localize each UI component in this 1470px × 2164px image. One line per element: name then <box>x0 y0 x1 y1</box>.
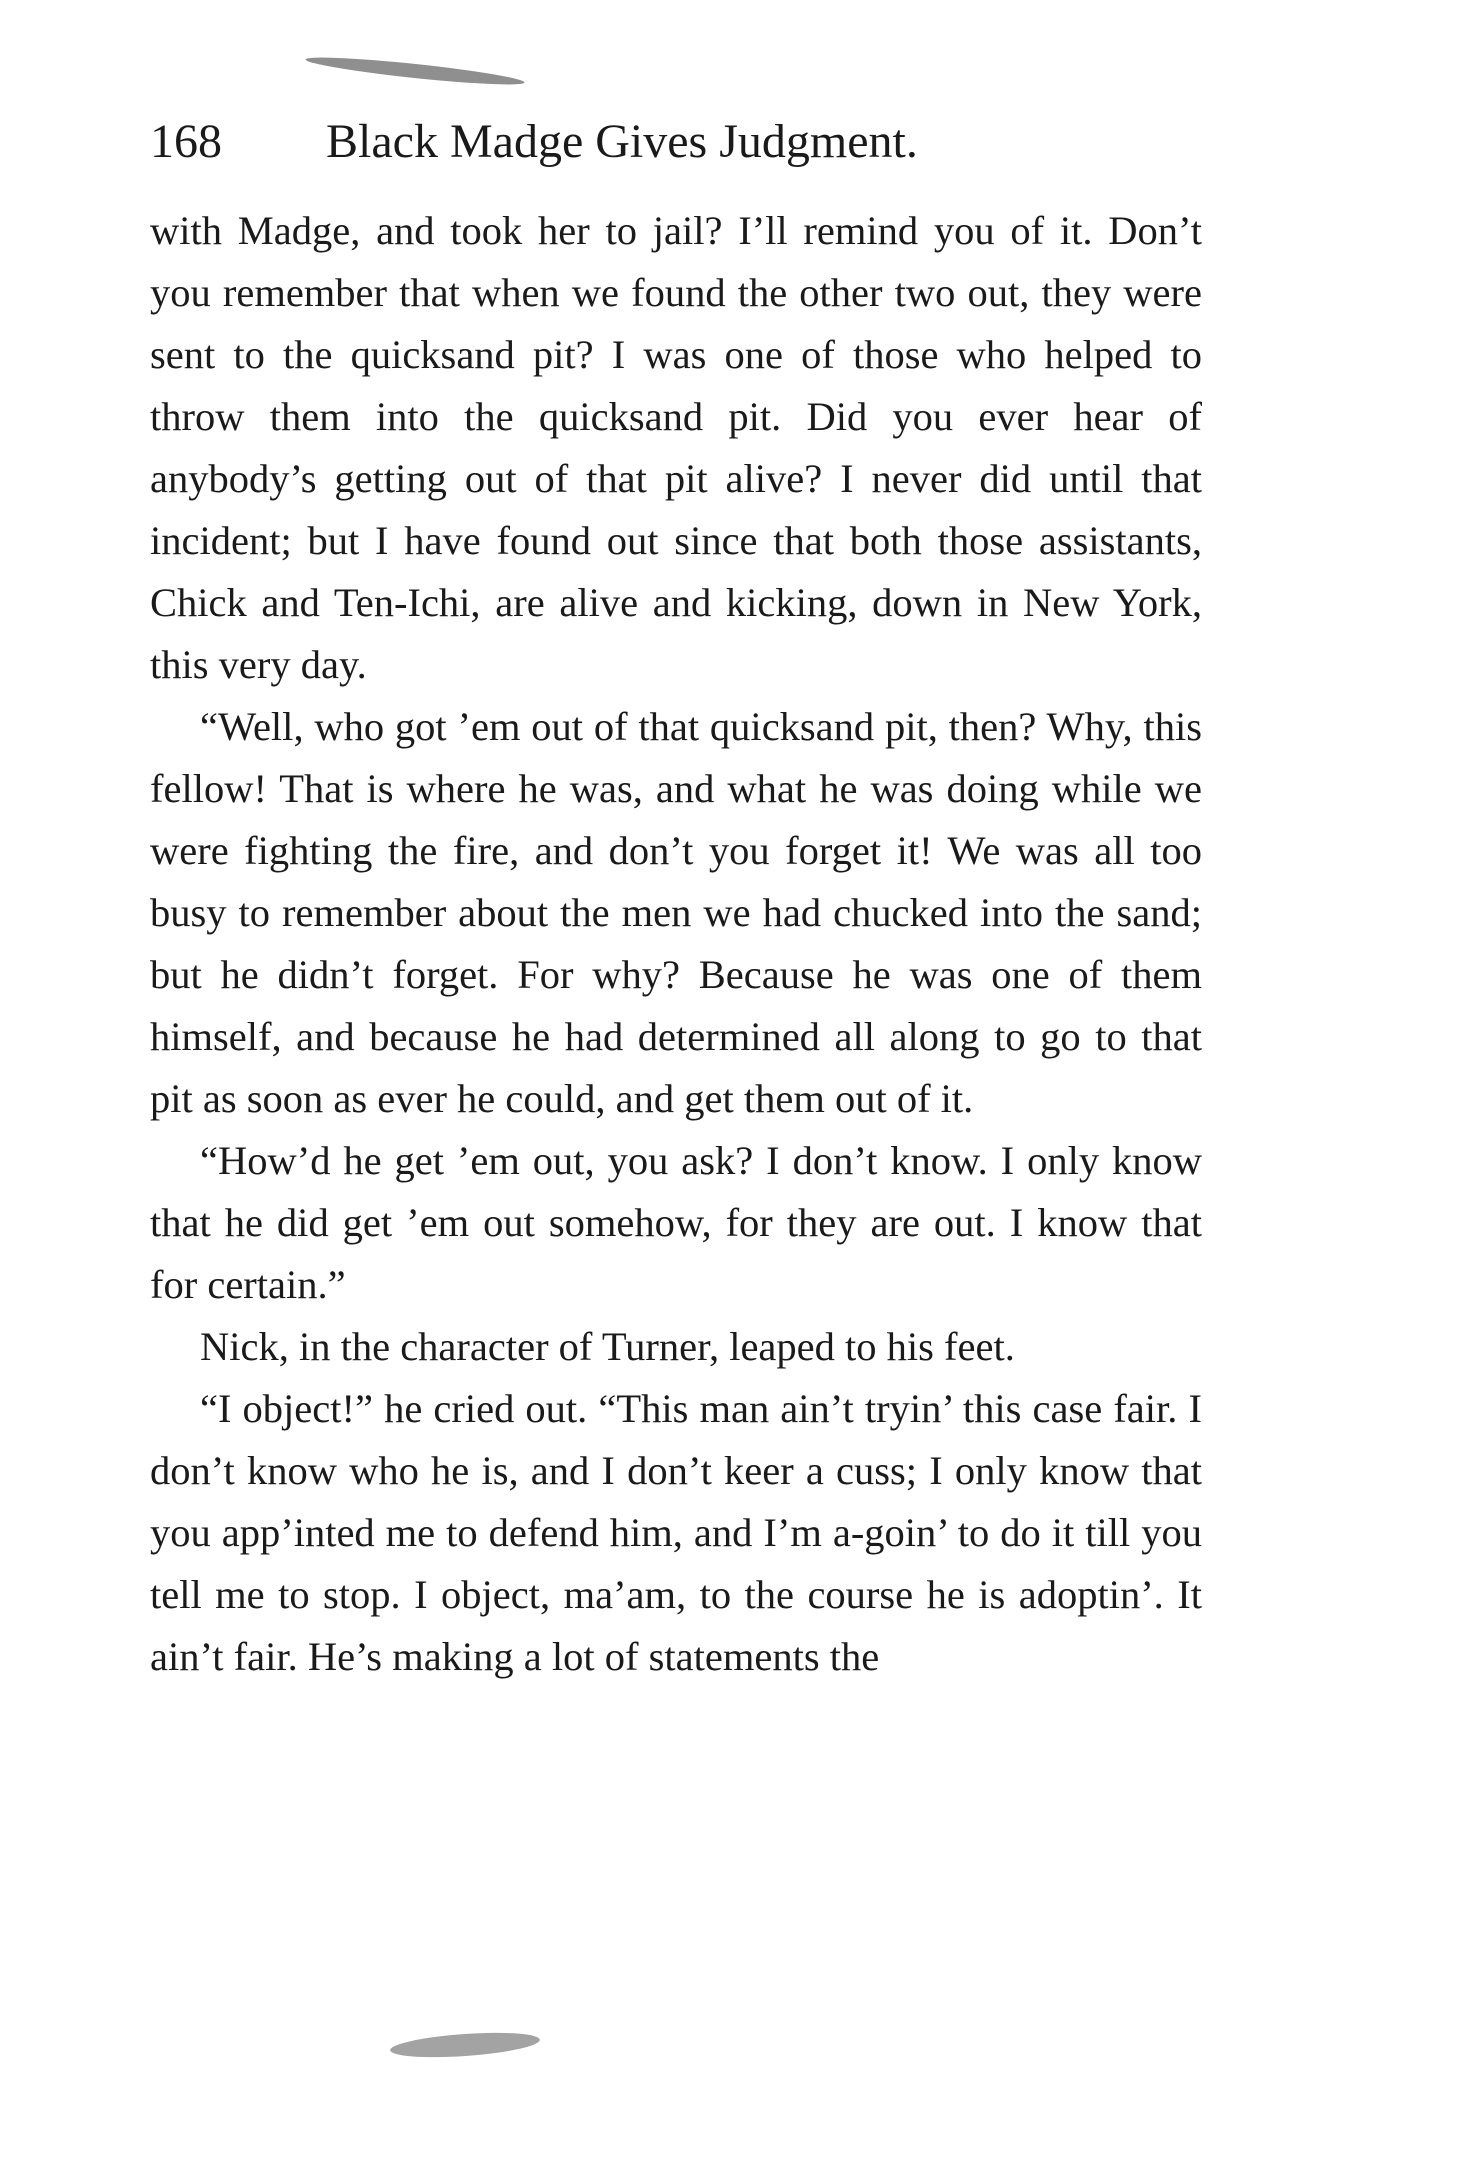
page-body <box>150 200 1202 1688</box>
running-header <box>150 112 1250 172</box>
paragraph-continued: with Madge, and took her to jail? I’ll remind you of it. Don’t you remember that when we found the other two out, they were sent to the quicksand pit? I was one of those who helped to throw them into the quicksand pit. Did you ever hear of anybody’s getting out of that pit alive? I never did until that incident; but I have found out since that both those assistants, Chick and Ten-Ichi, are alive and kicking, down in New York, this very day. <box>150 208 1202 687</box>
paragraph: “Well, who got ’em out of that quicksand pit, then? Why, this fellow! That is where he was, and what he was doing while we were fighting the fire, and don’t you forget it! We was all too busy to remember about the men we had chucked into the sand; but he didn’t forget. For why? Because he was one of them himself, and because he had determined all along to go to that pit as soon as ever he could, and get them out of it. <box>150 704 1202 1121</box>
paragraph: “I object!” he cried out. “This man ain’t tryin’ this case fair. I don’t know who he is, and I don’t keer a cuss; I only know that you app’inted me to defend him, and I’m a-goin’ to do it till you tell me to stop. I object, ma’am, to the course he is adoptin’. It ain’t fair. He’s making a lot of statements the <box>150 1386 1202 1679</box>
paragraph: “How’d he get ’em out, you ask? I don’t know. I only know that he did get ’em out somehow, for they are out. I know that for certain.” <box>150 1138 1202 1307</box>
ink-smudge-bottom <box>389 2029 540 2061</box>
page-number: 168 <box>150 115 222 168</box>
ink-smudge-top <box>305 53 525 90</box>
running-title: Black Madge Gives Judgment. <box>326 115 918 168</box>
paragraph: Nick, in the character of Turner, leaped to his feet. <box>200 1324 1015 1369</box>
